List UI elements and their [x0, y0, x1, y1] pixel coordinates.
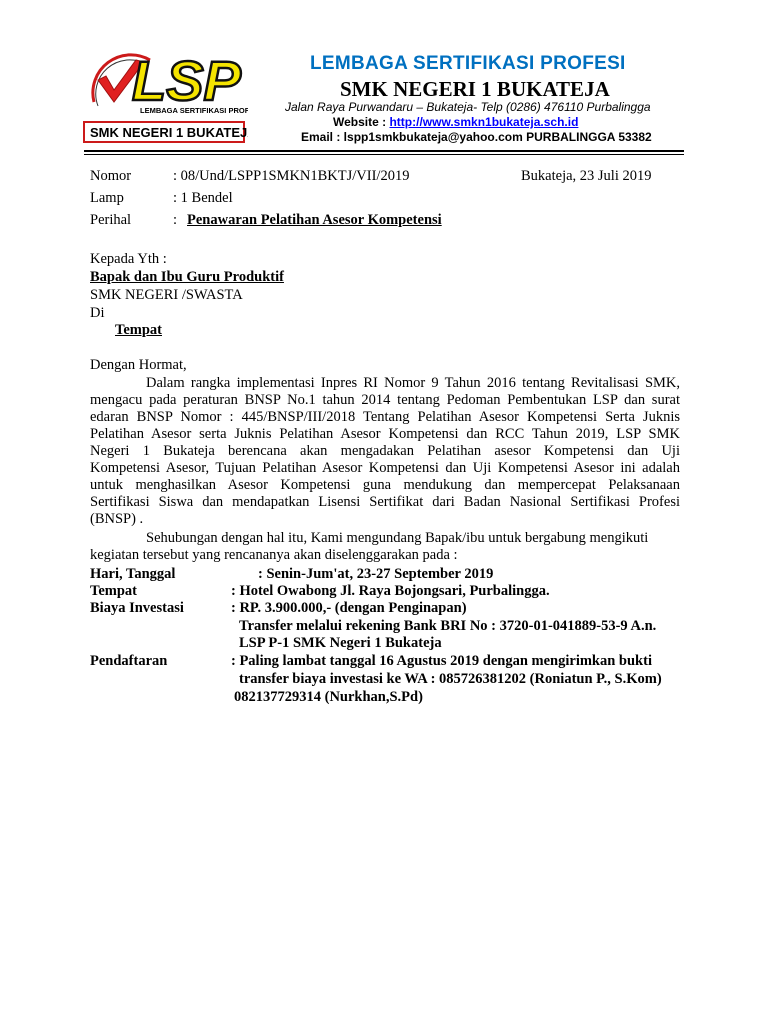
- pendaftaran-contact-1: transfer biaya investasi ke WA : 085726381202 (Roniatun P., S.Kom): [239, 671, 662, 687]
- letterhead-school: SMK NEGERI 1 BUKATEJA: [340, 77, 610, 101]
- paragraph-line: mengacu pada peraturan BNSP No.1 tahun 2014 tentang Pedoman Pembentukan LSP dan surat: [90, 392, 680, 408]
- paragraph-2-line-1: Sehubungan dengan hal itu, Kami mengundang Bapak/ibu untuk bergabung mengikuti: [146, 530, 649, 546]
- lamp-label: Lamp: [90, 190, 124, 206]
- letterhead-divider-thin: [84, 154, 684, 155]
- salutation: Dengan Hormat,: [90, 357, 187, 373]
- nomor-label: Nomor: [90, 168, 132, 184]
- recipient-place: Tempat: [115, 322, 162, 338]
- hari-label: Hari, Tanggal: [90, 566, 176, 582]
- pendaftaran-label: Pendaftaran: [90, 653, 168, 669]
- letterhead-address: Jalan Raya Purwandaru – Bukateja- Telp (0286) 476110 Purbalingga: [285, 100, 651, 114]
- logo-school-banner: SMK NEGERI 1 BUKATEJA: [90, 125, 248, 140]
- recipient-school: SMK NEGERI /SWASTA: [90, 287, 243, 303]
- recipient-di: Di: [90, 305, 105, 321]
- biaya-transfer: Transfer melalui rekening Bank BRI No : 3720-01-041889-53-9 A.n.: [239, 618, 657, 634]
- letterhead-website: [333, 115, 578, 129]
- website-link[interactable]: http://www.smkn1bukateja.sch.id: [389, 115, 579, 129]
- letterhead: [0, 0, 768, 152]
- paragraph-line: Kompetensi Asesor, Tujuan Pelatihan Asesor Kompetensi dan Uji Kompetensi Asesor ini adalah: [90, 460, 680, 476]
- tempat-value: : Hotel Owabong Jl. Raya Bojongsari, Purbalingga.: [231, 583, 550, 599]
- website-label: Website :: [333, 115, 387, 129]
- biaya-label: Biaya Investasi: [90, 600, 184, 616]
- letterhead-divider: [84, 150, 684, 152]
- svg-text:LSP: LSP: [132, 49, 241, 112]
- paragraph-2-line-2: kegiatan tersebut yang rencananya akan diselenggarakan pada :: [90, 547, 458, 563]
- hari-value: : Senin-Jum'at, 23-27 September 2019: [258, 566, 494, 582]
- paragraph-line: untuk menghasilkan Asesor Kompetensi guna mendukung dan mempercepat Pelaksanaan: [90, 477, 680, 493]
- paragraph-line: Dalam rangka implementasi Inpres RI Nomor 9 Tahun 2016 tentang Revitalisasi SMK,: [146, 375, 680, 391]
- biaya-value: : RP. 3.900.000,- (dengan Penginapan): [231, 600, 467, 616]
- tempat-label: Tempat: [90, 583, 137, 599]
- lsp-logo: [80, 40, 248, 144]
- letterhead-title: LEMBAGA SERTIFIKASI PROFESI: [310, 53, 626, 74]
- paragraph-line: Sertifikasi Siswa dan mendapatkan Lisensi Sertifikat dari Badan Nasional Sertifikasi Profesi: [90, 494, 680, 510]
- lamp-value: : 1 Bendel: [173, 190, 233, 206]
- letter-date: Bukateja, 23 Juli 2019: [521, 168, 652, 184]
- paragraph-1: [90, 375, 680, 528]
- paragraph-line: edaran BNSP Nomor : 445/BNSP/III/2018 Tentang Pelatihan Asesor Kompetensi Serta Juknis: [90, 409, 680, 425]
- pendaftaran-contact-2: 082137729314 (Nurkhan,S.Pd): [234, 689, 423, 705]
- recipient-greeting: Kepada Yth :: [90, 251, 167, 267]
- biaya-account-name: LSP P-1 SMK Negeri 1 Bukateja: [239, 635, 442, 651]
- paragraph-line: (BNSP) .: [90, 511, 144, 527]
- perihal-label: Perihal: [90, 212, 132, 228]
- letterhead-email: Email : lspp1smkbukateja@yahoo.com PURBALINGGA 53382: [301, 130, 652, 144]
- perihal-colon: :: [173, 212, 178, 228]
- pendaftaran-value: : Paling lambat tanggal 16 Agustus 2019 dengan mengirimkan bukti: [231, 653, 652, 669]
- paragraph-line: Pelatihan Asesor serta Juknis Pelatihan Asesor Kompetensi dan RCC Tahun 2019, LSP SMK: [90, 426, 680, 442]
- recipient-name: Bapak dan Ibu Guru Produktif: [90, 269, 284, 285]
- logo-subtitle: LEMBAGA SERTIFIKASI PROF: [140, 106, 248, 115]
- paragraph-line: Negeri 1 Bukateja berencana akan mengadakan Pelatihan asesor Kompetensi dan Uji: [90, 443, 680, 459]
- nomor-value: : 08/Und/LSPP1SMKN1BKTJ/VII/2019: [173, 168, 410, 184]
- perihal-value: Penawaran Pelatihan Asesor Kompetensi: [187, 212, 442, 228]
